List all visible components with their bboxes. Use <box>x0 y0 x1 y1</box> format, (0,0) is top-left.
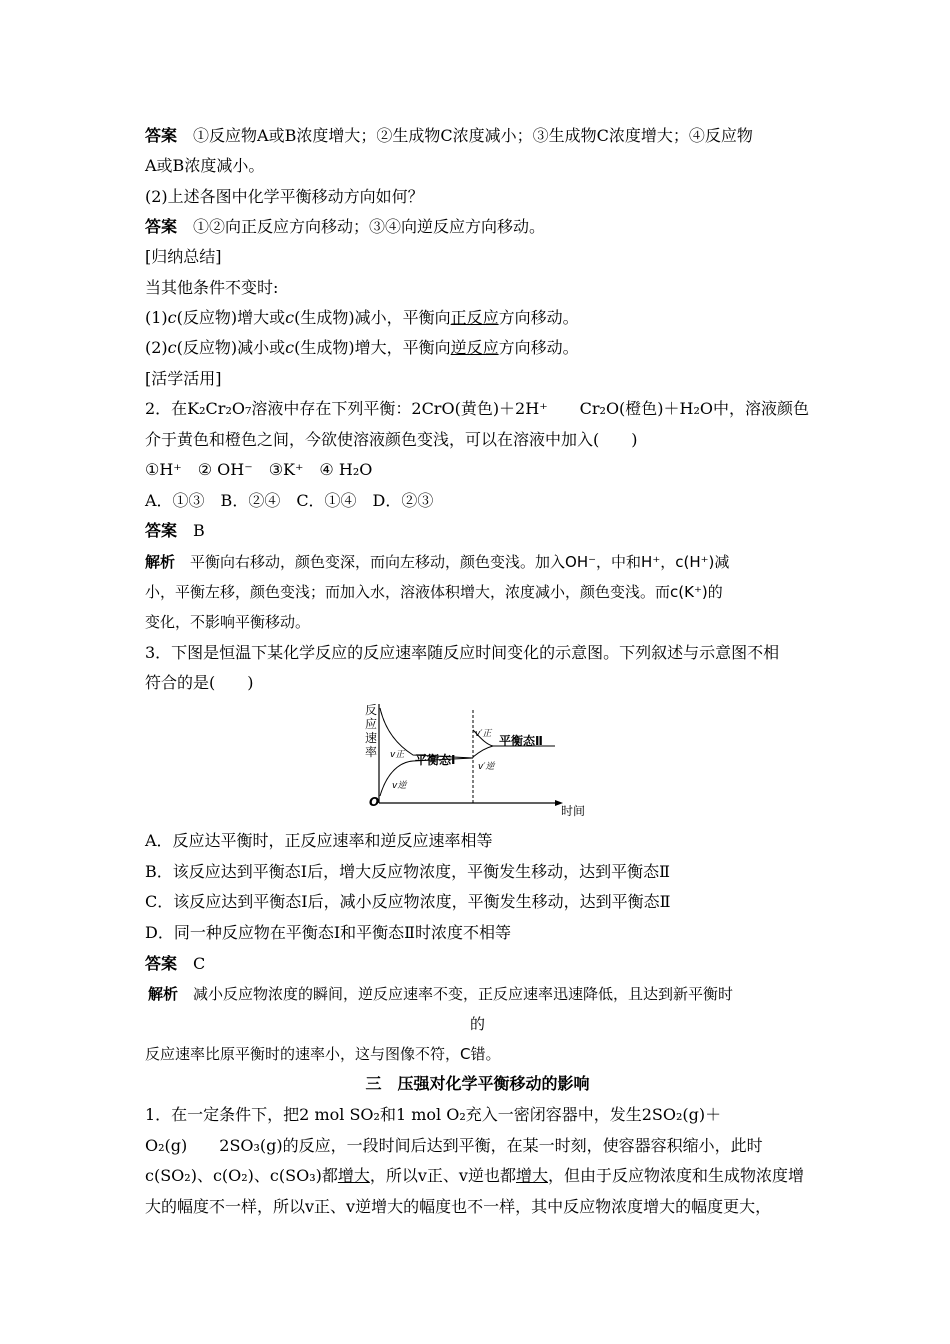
equilibrium-1-label: 平衡态Ⅰ <box>415 753 456 767</box>
answer-label: 答案 <box>145 521 178 540</box>
origin-label: O <box>369 795 380 809</box>
answer-line-3: 答案 ①②向正反应方向移动；③④向逆反应方向移动。 <box>145 217 546 236</box>
summary-point-1: (1)c(反应物)增大或c(生成物)减小，平衡向正反应方向移动。 <box>145 308 579 327</box>
option-a: A．反应达平衡时，正反应速率和逆反应速率相等 <box>145 831 493 850</box>
y-label-4: 率 <box>365 745 378 759</box>
v-forward-2-label: v′正 <box>475 729 492 739</box>
answer-label: 答案 <box>145 217 178 236</box>
y-label-1: 反 <box>365 703 378 717</box>
question-2-sub: (2)上述各图中化学平衡移动方向如何？ <box>145 187 424 206</box>
summary-heading: [归纳总结] <box>145 247 222 266</box>
summary-point-2: (2)c(反应物)减小或c(生成物)增大，平衡向逆反应方向移动。 <box>145 338 579 357</box>
section-heading: 三 压强对化学平衡移动的影响 <box>365 1074 590 1093</box>
rate-time-diagram <box>355 700 595 822</box>
question-2-choices: A．①③ B．②④ C．①④ D．②③ <box>145 491 434 510</box>
answer-line-1: 答案 ①反应物A或B浓度增大；②生成物C浓度减小；③生成物C浓度增大；④反应物 <box>145 126 753 145</box>
option-c: C．该反应达到平衡态Ⅰ后，减小反应物浓度，平衡发生移动，达到平衡态Ⅱ <box>145 892 671 911</box>
answer-line-2: A或B浓度减小。 <box>145 156 265 175</box>
question-2-items: ①H⁺ ② OH⁻ ③K⁺ ④ H₂O <box>145 460 373 479</box>
option-b: B．该反应达到平衡态Ⅰ后，增大反应物浓度，平衡发生移动，达到平衡态Ⅱ <box>145 862 670 881</box>
v-reverse-2-label: v′逆 <box>478 762 495 772</box>
analysis-q2-line-1: 解析 平衡向右移动，颜色变深，而向左移动，颜色变浅。加入OH⁻，中和H⁺，c(H⁺)减 <box>145 553 730 571</box>
reverse-rate-curve-2 <box>473 746 493 757</box>
v-reverse-label: v逆 <box>392 781 407 791</box>
analysis-q2-line-2: 小，平衡左移，颜色变浅；而加入水，溶液体积增大，浓度减小，颜色变浅。而c(K⁺)的 <box>145 583 723 601</box>
section-q1-line-1: 1．在一定条件下，把2 mol SO₂和1 mol O₂充入一密闭容器中，发生2SO₂(g)＋ <box>145 1105 722 1124</box>
summary-intro: 当其他条件不变时: <box>145 278 279 297</box>
section-q1-line-3: c(SO₂)、c(O₂)、c(SO₃)都增大，所以v正、v逆也都增大，但由于反应物浓度和生成物浓度增 <box>145 1166 804 1185</box>
y-label-3: 速 <box>365 731 378 745</box>
question-3-line-1: 3．下图是恒温下某化学反应的反应速率随反应时间变化的示意图。下列叙述与示意图不相 <box>145 643 780 662</box>
x-label: 时间 <box>561 804 586 818</box>
analysis-q3-line-2: 的 <box>469 1015 485 1033</box>
analysis-q2-line-3: 变化，不影响平衡移动。 <box>145 613 311 631</box>
y-label-2: 应 <box>365 717 378 731</box>
analysis-label: 解析 <box>148 985 179 1003</box>
section-q1-line-2: O₂(g) 2SO₃(g)的反应，一段时间后达到平衡，在某一时刻，使容器容积缩小，此时 <box>145 1136 763 1155</box>
answer-q2: 答案 B <box>145 521 205 540</box>
v-forward-label: v正 <box>390 750 405 760</box>
analysis-q3-line-1: 解析 减小反应物浓度的瞬间，逆反应速率不变，正反应速率迅速降低，且达到新平衡时 <box>148 985 734 1003</box>
question-2-line-1: 2．在K₂Cr₂O₇溶液中存在下列平衡：2CrO(黄色)＋2H⁺ Cr₂O(橙色)＋H₂O中，溶液颜色 <box>145 399 810 418</box>
analysis-q3-line-3: 反应速率比原平衡时的速率小，这与图像不符，C错。 <box>145 1045 501 1063</box>
question-2-line-2: 介于黄色和橙色之间，今欲使溶液颜色变浅，可以在溶液中加入( ) <box>145 430 638 449</box>
answer-label: 答案 <box>145 126 178 145</box>
question-3-line-2: 符合的是( ) <box>145 673 254 692</box>
practice-heading: [活学活用] <box>145 369 222 388</box>
analysis-label: 解析 <box>145 553 176 571</box>
answer-label: 答案 <box>145 954 178 973</box>
section-q1-line-4: 大的幅度不一样，所以v正、v逆增大的幅度也不一样，其中反应物浓度增大的幅度更大， <box>145 1197 772 1216</box>
answer-q3: 答案 C <box>145 954 206 973</box>
equilibrium-2-label: 平衡态Ⅱ <box>499 734 543 748</box>
option-d: D．同一种反应物在平衡态Ⅰ和平衡态Ⅱ时浓度不相等 <box>145 923 512 942</box>
